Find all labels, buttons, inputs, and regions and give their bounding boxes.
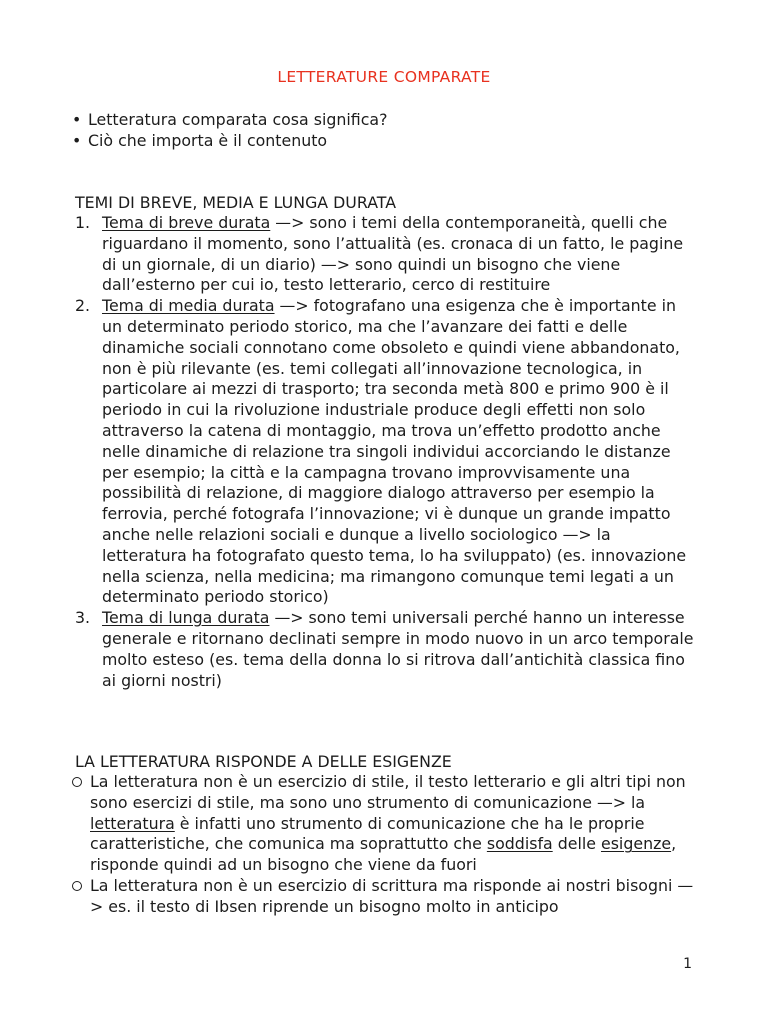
bullet-dot-icon: • xyxy=(72,110,82,129)
list-item xyxy=(72,772,702,876)
item-term: Tema di lunga durata xyxy=(102,608,270,628)
underlined-term: soddisfa xyxy=(486,834,553,854)
bullet-text: Ciò che importa è il contenuto xyxy=(88,130,328,150)
page-number: 1 xyxy=(683,956,692,972)
item-text-part: è infatti uno strumento di comunicazione che ha le proprie caratteristiche, che comunica ma soprattutto che xyxy=(90,813,645,854)
item-number: 1. xyxy=(75,213,91,232)
item-text xyxy=(102,213,700,296)
item-text xyxy=(102,296,700,608)
item-text-part: , risponde quindi ad un bisogno che viene da fuori xyxy=(90,834,677,875)
list-item xyxy=(72,876,702,918)
item-term: Tema di media durata xyxy=(102,296,275,316)
item-text-part: delle xyxy=(552,834,601,854)
list-item xyxy=(75,213,700,296)
item-number: 2. xyxy=(75,296,91,316)
bullet-dot-icon: • xyxy=(72,130,82,150)
bullet-item xyxy=(72,110,712,131)
intro-bullet-list xyxy=(72,110,712,152)
item-number: 3. xyxy=(75,608,91,628)
item-body: —> fotografano una esigenza che è importante in un determinato periodo storico, ma che l’avanzare dei fatti e delle dinamiche sociali connotano come obsoleto e quindi viene abbandonato, non è più rilevante (es. temi collegati all’innovazione tecnologica, in particolare ai mezzi di trasporto; tra seconda metà 800 e primo 900 è il periodo in cui la rivoluzione industriale produce degli effetti non solo attraverso la catena di montaggio, ma trova un’effetto prodotto anche nelle dinamiche di relazione tra singoli individui accorciando le distanze per esempio; la città e la campagna trovano improvvisamente una possibilità di relazione, di maggiore dialogo attraverso per esempio la ferrovia, perché fotografa l’innovazione; vi è dunque un grande impatto anche nelle relazioni sociali e dunque a livello sociologico —> la letteratura ha fotografato questo tema, lo ha sviluppato) (es. innovazione nella scienza, nella medicina; ma rimangono comunque temi legati a un determinato periodo storico) xyxy=(102,296,687,607)
circle-bullet-list xyxy=(72,772,702,918)
bullet-item xyxy=(72,131,712,152)
item-body: —> sono temi universali perché hanno un interesse generale e ritornano declinati sempre in modo nuovo in un arco temporale molto esteso (es. tema della donna lo si ritrova dall’antichità classica fino ai giorni nostri) xyxy=(102,608,694,690)
document-title: LETTERATURE COMPARATE xyxy=(277,68,491,86)
item-text xyxy=(102,608,700,691)
underlined-term: letteratura xyxy=(90,813,175,833)
item-text: La letteratura non è un esercizio di scrittura ma risponde ai nostri bisogni —> es. il testo di Ibsen riprende un bisogno molto in anticipo xyxy=(90,875,694,916)
numbered-list-temi xyxy=(75,213,700,691)
item-text xyxy=(90,772,702,876)
item-term: Tema di breve durata xyxy=(102,213,271,232)
circle-bullet-icon xyxy=(72,881,82,891)
section-heading-esigenze: LA LETTERATURA RISPONDE A DELLE ESIGENZE xyxy=(75,752,452,771)
list-item xyxy=(75,608,700,691)
circle-bullet-icon xyxy=(72,777,82,787)
section-heading-temi: TEMI DI BREVE, MEDIA E LUNGA DURATA xyxy=(75,193,397,212)
list-item xyxy=(75,296,700,608)
underlined-term: esigenze xyxy=(600,834,672,854)
item-text-part: La letteratura non è un esercizio di stile, il testo letterario e gli altri tipi non sono esercizi di stile, ma sono uno strumento di comunicazione —> la xyxy=(90,772,686,812)
item-body: —> sono i temi della contemporaneità, quelli che riguardano il momento, sono l’attualità (es. cronaca di un fatto, le pagine di un giornale, di un diario) —> sono quindi un bisogno che viene dall’esterno per cui io, testo letterario, cerco di restituire xyxy=(102,213,684,295)
bullet-text: Letteratura comparata cosa significa? xyxy=(88,110,388,129)
